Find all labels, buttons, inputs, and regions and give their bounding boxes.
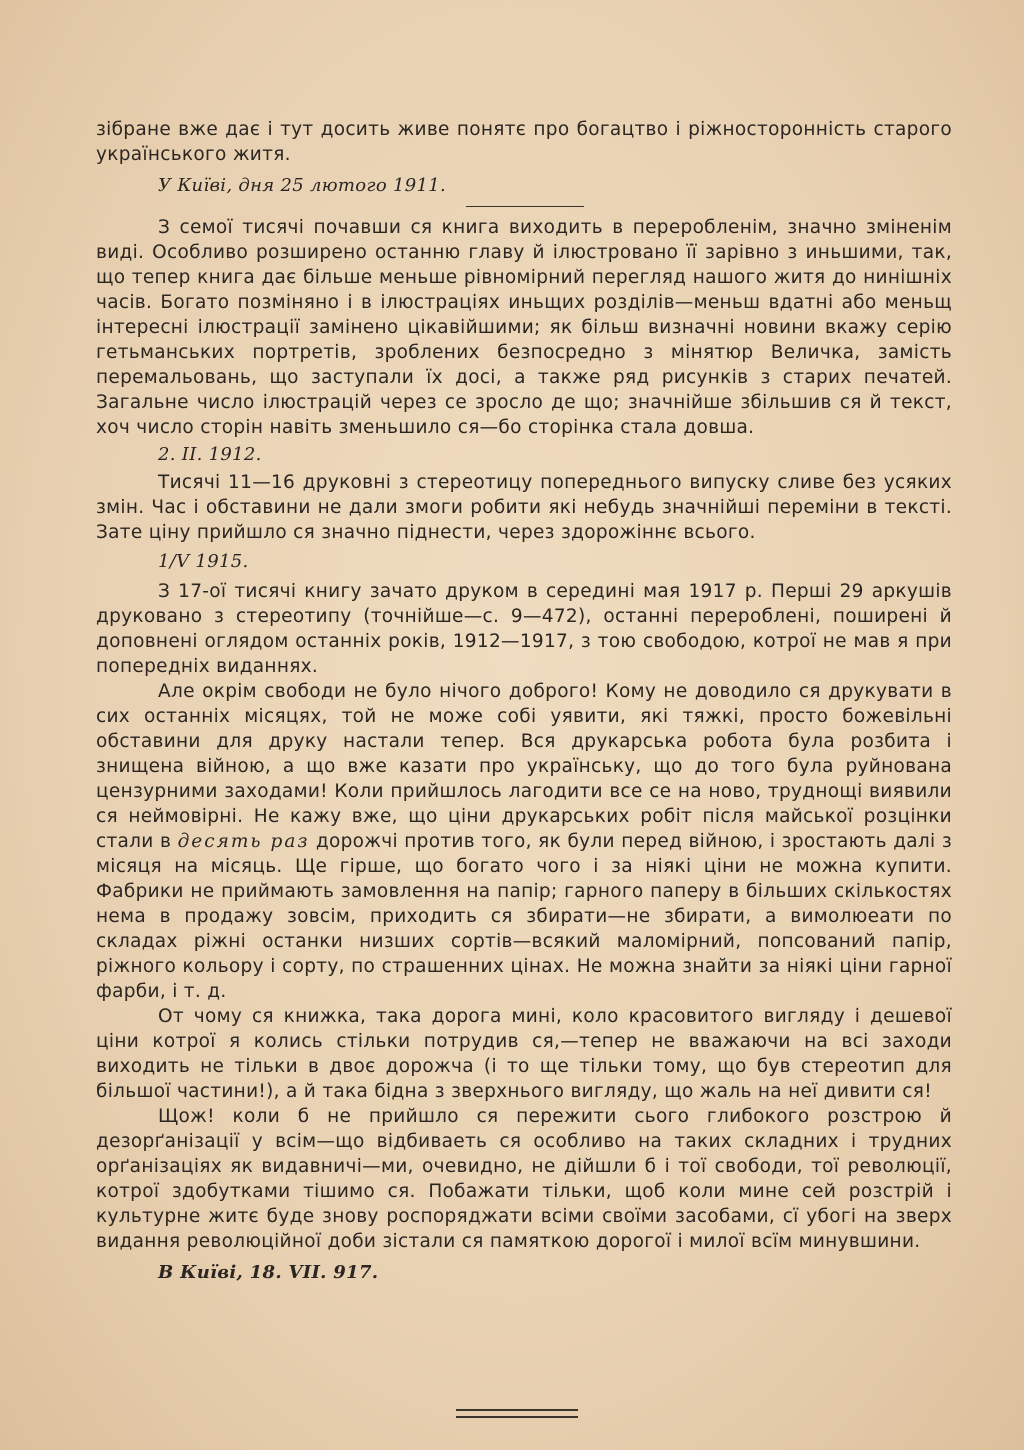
date-1915: 1/V 1915. [158,551,249,572]
paragraph-1: З семої тисячі почавши ся книга виходить в переробленім, значно зміненім виді. Особливо розширено останню главу й ілюстровано її зарівно з иньшими, так, що тепер книга дає більше меньше рівномірний перегляд нашого житя до нинішніх часів. Богато позміняно і в ілюстраціях иньщих розділів—меньш вдатні або меньщ інтересні ілюстрації замінено цікавійшими; як більш визначні новини вкажу серію гетьманських портретів, зроблених безпосредно з мінятюр Величка, замість перемальовань, що заступали їх досі, а также ряд рисунків з старих печатей. Загальне число ілюстрацій через се зросло де що; значнійше збільшив ся й текст, хоч число сторін навіть зменьшило ся—бо сторінка стала довша. [96,217,952,438]
separator-line [466,206,584,207]
closing-rule-top [456,1409,578,1411]
paragraph-3: З 17-ої тисячі книгу зачато друком в середині мая 1917 р. Перші 29 аркушів друковано з стереотипу (точнійше—с. 9—472), останні перероблені, поширені й доповнені оглядом останніх років, 1912—1917, з тою свободою, котрої не мав я при попередніх виданнях. [96,581,952,677]
document-body [96,117,952,1286]
paragraph-4 [96,679,952,1004]
paragraph-2: Тисячі 11—16 друковні з стереотицу попереднього випуску сливе без усяких змін. Час і обставини не дали змоги робити які небудь значнійші переміни в тексті. Зате ціну прийшло ся значно піднести, через здорожіннє всього. [96,472,952,543]
paragraph-4-start: Але окрім свободи не було нічого доброго! Кому не доводило ся друкувати в сих останніх місяцях, той не може собі уявити, які тяжкі, просто божевільні обставини для друку настали тепер. Вся друкарська робота була розбита і знищена війною, а що вже казати про українську, що до того була руйнована цензурними заходами! Коли прийшлось лагодити все се на ново, труднощі виявили ся неймовірні. Не кажу вже, що ціни друкарських робіт після майської розцінки стали в [96,681,952,852]
intro-paragraph: зібране вже дає і тут досить живе понятє про богацтво і ріжносторонність старого українського житя. [96,119,952,165]
date-kyiv-1917: В Київі, 18. VII. 917. [158,1262,379,1283]
date-kyiv-1911: У Київі, дня 25 лютого 1911. [158,175,447,196]
paragraph-5: От чому ся книжка, така дорога мині, коло красовитого вигляду і дешевої ціни котрої я колись стільки потрудив ся,—тепер не вважаючи на всі заходи виходить не тільки в двоє дорожча (і то ще тільки тому, що був стереотип для більшої частини!), а й така бідна з зверхнього вигляду, що жаль на неї дивити ся! [96,1006,952,1102]
date-1912: 2. II. 1912. [158,444,262,465]
closing-rule-bottom [456,1416,578,1418]
paragraph-6: Щож! коли б не прийшло ся пережити сього глибокого розстрою й дезорґанізації у всім—що відбиваеть ся особливо на таких складних і трудних орґанізаціях як видавничі—ми, очевидно, не дійшли б і тої свободи, тої революції, котрої здобутками тішимо ся. Побажати тільки, щоб коли мине сей розстрій і культурне житє буде знову роспоряджати всіми своїми засобами, сї убогі на зверх видання революційної доби зістали ся памяткою дорогої і милої всїм минувшини. [96,1106,952,1252]
emphasis-text: десять раз [177,831,310,852]
paragraph-4-end: дорожчі против того, як були перед війною, і зростають далі з місяця на місяць. Ще гірше, що богато чого і за ніякі ціни не можна купити. Фабрики не приймають замовлення на папір; гарного паперу в більших скількостях нема в продажу зовсім, приходить ся збирати—не збирати, а вимолюеати по складах ріжні останки низших сортів—всякий маломірний, попсований папір, ріжного кольору і сорту, по страшенних цінах. Не можна знайти за ніякі ціни гарної фарби, і т. д. [96,831,952,1002]
